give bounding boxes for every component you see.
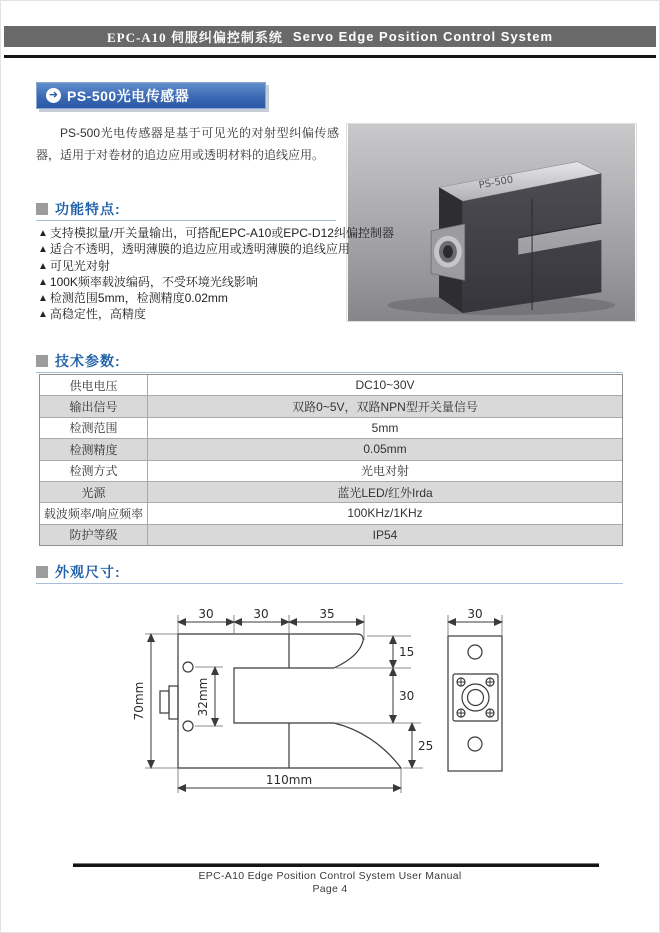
table-row	[40, 502, 622, 523]
spec-value: DC10~30V	[355, 378, 415, 393]
feature-item	[38, 241, 348, 257]
footer-manual-title: EPC-A10 Edge Position Control System User Manual	[198, 870, 462, 882]
dim-top-3: 35	[319, 607, 335, 621]
footer-rule	[73, 863, 599, 867]
product-banner	[36, 82, 266, 109]
side-view	[448, 607, 502, 771]
dim-right-1: 15	[399, 645, 415, 659]
header-title-zh: EPC-A10 伺服纠偏控制系统	[106, 30, 283, 45]
spec-value: 蓝光LED/红外Irda	[337, 485, 433, 500]
spec-value: 100KHz/1KHz	[347, 506, 423, 521]
features-section-heading	[36, 198, 336, 221]
front-view	[132, 607, 433, 793]
spec-label: 供电电压	[40, 375, 148, 395]
footer-page-number: Page 4	[312, 882, 348, 895]
table-row	[40, 524, 622, 545]
table-row	[40, 417, 622, 438]
spec-value: IP54	[372, 527, 398, 542]
intro-paragraph: PS-500光电传感器是基于可见光的对射型纠偏传感器，适用于对卷材的追边应用或透明材料的追线应用。	[36, 126, 339, 162]
feature-text: 100K频率载波编码，不受环境光线影响	[49, 274, 258, 289]
arrow-circle-icon: ➜	[46, 88, 61, 103]
feature-text: 支持模拟量/开关量输出，可搭配EPC-A10或EPC-D12纠偏控制器	[49, 226, 394, 240]
spec-label: 检测方式	[40, 461, 148, 481]
feature-item	[38, 225, 394, 241]
section-square-icon	[36, 203, 48, 215]
spec-value: 光电对射	[360, 464, 409, 479]
feature-item	[38, 306, 348, 322]
triangle-bullet-icon: ▲	[38, 260, 48, 272]
page-header-bar	[4, 26, 656, 47]
triangle-bullet-icon: ▲	[38, 309, 48, 321]
spec-value: 5mm	[371, 420, 399, 435]
feature-item	[38, 274, 348, 290]
dim-right-3: 25	[418, 739, 434, 753]
sensor-model-marking: PS-500	[478, 174, 515, 192]
dimensions-heading-text: 外观尺寸:	[55, 564, 121, 580]
footer	[1, 870, 659, 895]
dim-top-2: 30	[253, 607, 269, 621]
dimension-drawing	[131, 601, 551, 816]
triangle-bullet-icon: ▲	[38, 276, 48, 288]
header-title-en: Servo Edge Position Control System	[292, 29, 554, 44]
feature-text: 适合不透明，透明薄膜的追边应用或透明薄膜的追线应用	[49, 242, 350, 257]
spec-label: 防护等级	[40, 525, 148, 545]
spec-label: 输出信号	[40, 396, 148, 416]
spec-label: 检测精度	[40, 439, 148, 459]
triangle-bullet-icon: ▲	[38, 244, 48, 256]
feature-item	[38, 258, 348, 274]
feature-item	[38, 290, 348, 306]
feature-text: 高稳定性，高精度	[49, 307, 146, 322]
dim-right-2: 30	[399, 689, 415, 703]
spec-label: 检测范围	[40, 418, 148, 438]
features-list	[38, 225, 394, 323]
triangle-bullet-icon: ▲	[38, 293, 48, 305]
spec-label: 光源	[40, 482, 148, 502]
section-square-icon	[36, 566, 48, 578]
spec-value: 0.05mm	[363, 442, 407, 457]
product-photo	[346, 123, 637, 322]
specs-heading-text: 技术参数:	[55, 353, 121, 369]
table-row	[40, 395, 622, 416]
spec-table	[39, 374, 623, 546]
features-heading-text: 功能特点:	[55, 201, 121, 217]
dim-top-1: 30	[198, 607, 214, 621]
triangle-bullet-icon: ▲	[38, 228, 48, 239]
table-row	[40, 375, 622, 395]
product-banner-label: PS-500光电传感器	[67, 87, 190, 104]
table-row	[40, 481, 622, 502]
dim-side-width: 30	[467, 607, 483, 621]
header-rule	[4, 55, 656, 58]
table-row	[40, 438, 622, 459]
product-photo-illustration	[347, 124, 636, 321]
dim-hole-spacing: 32mm	[196, 677, 210, 717]
feature-text: 可见光对射	[49, 258, 110, 273]
dim-width: 110mm	[265, 773, 313, 787]
spec-label: 载波频率/响应频率	[40, 503, 148, 523]
spec-value: 双路0~5V，双路NPN型开关量信号	[292, 400, 478, 415]
feature-text: 检测范围5mm，检测精度0.02mm	[49, 291, 228, 306]
section-square-icon	[36, 355, 48, 367]
specs-section-heading	[36, 350, 623, 373]
dimensions-section-heading	[36, 561, 623, 584]
dim-height: 70mm	[132, 681, 146, 721]
table-row	[40, 460, 622, 481]
